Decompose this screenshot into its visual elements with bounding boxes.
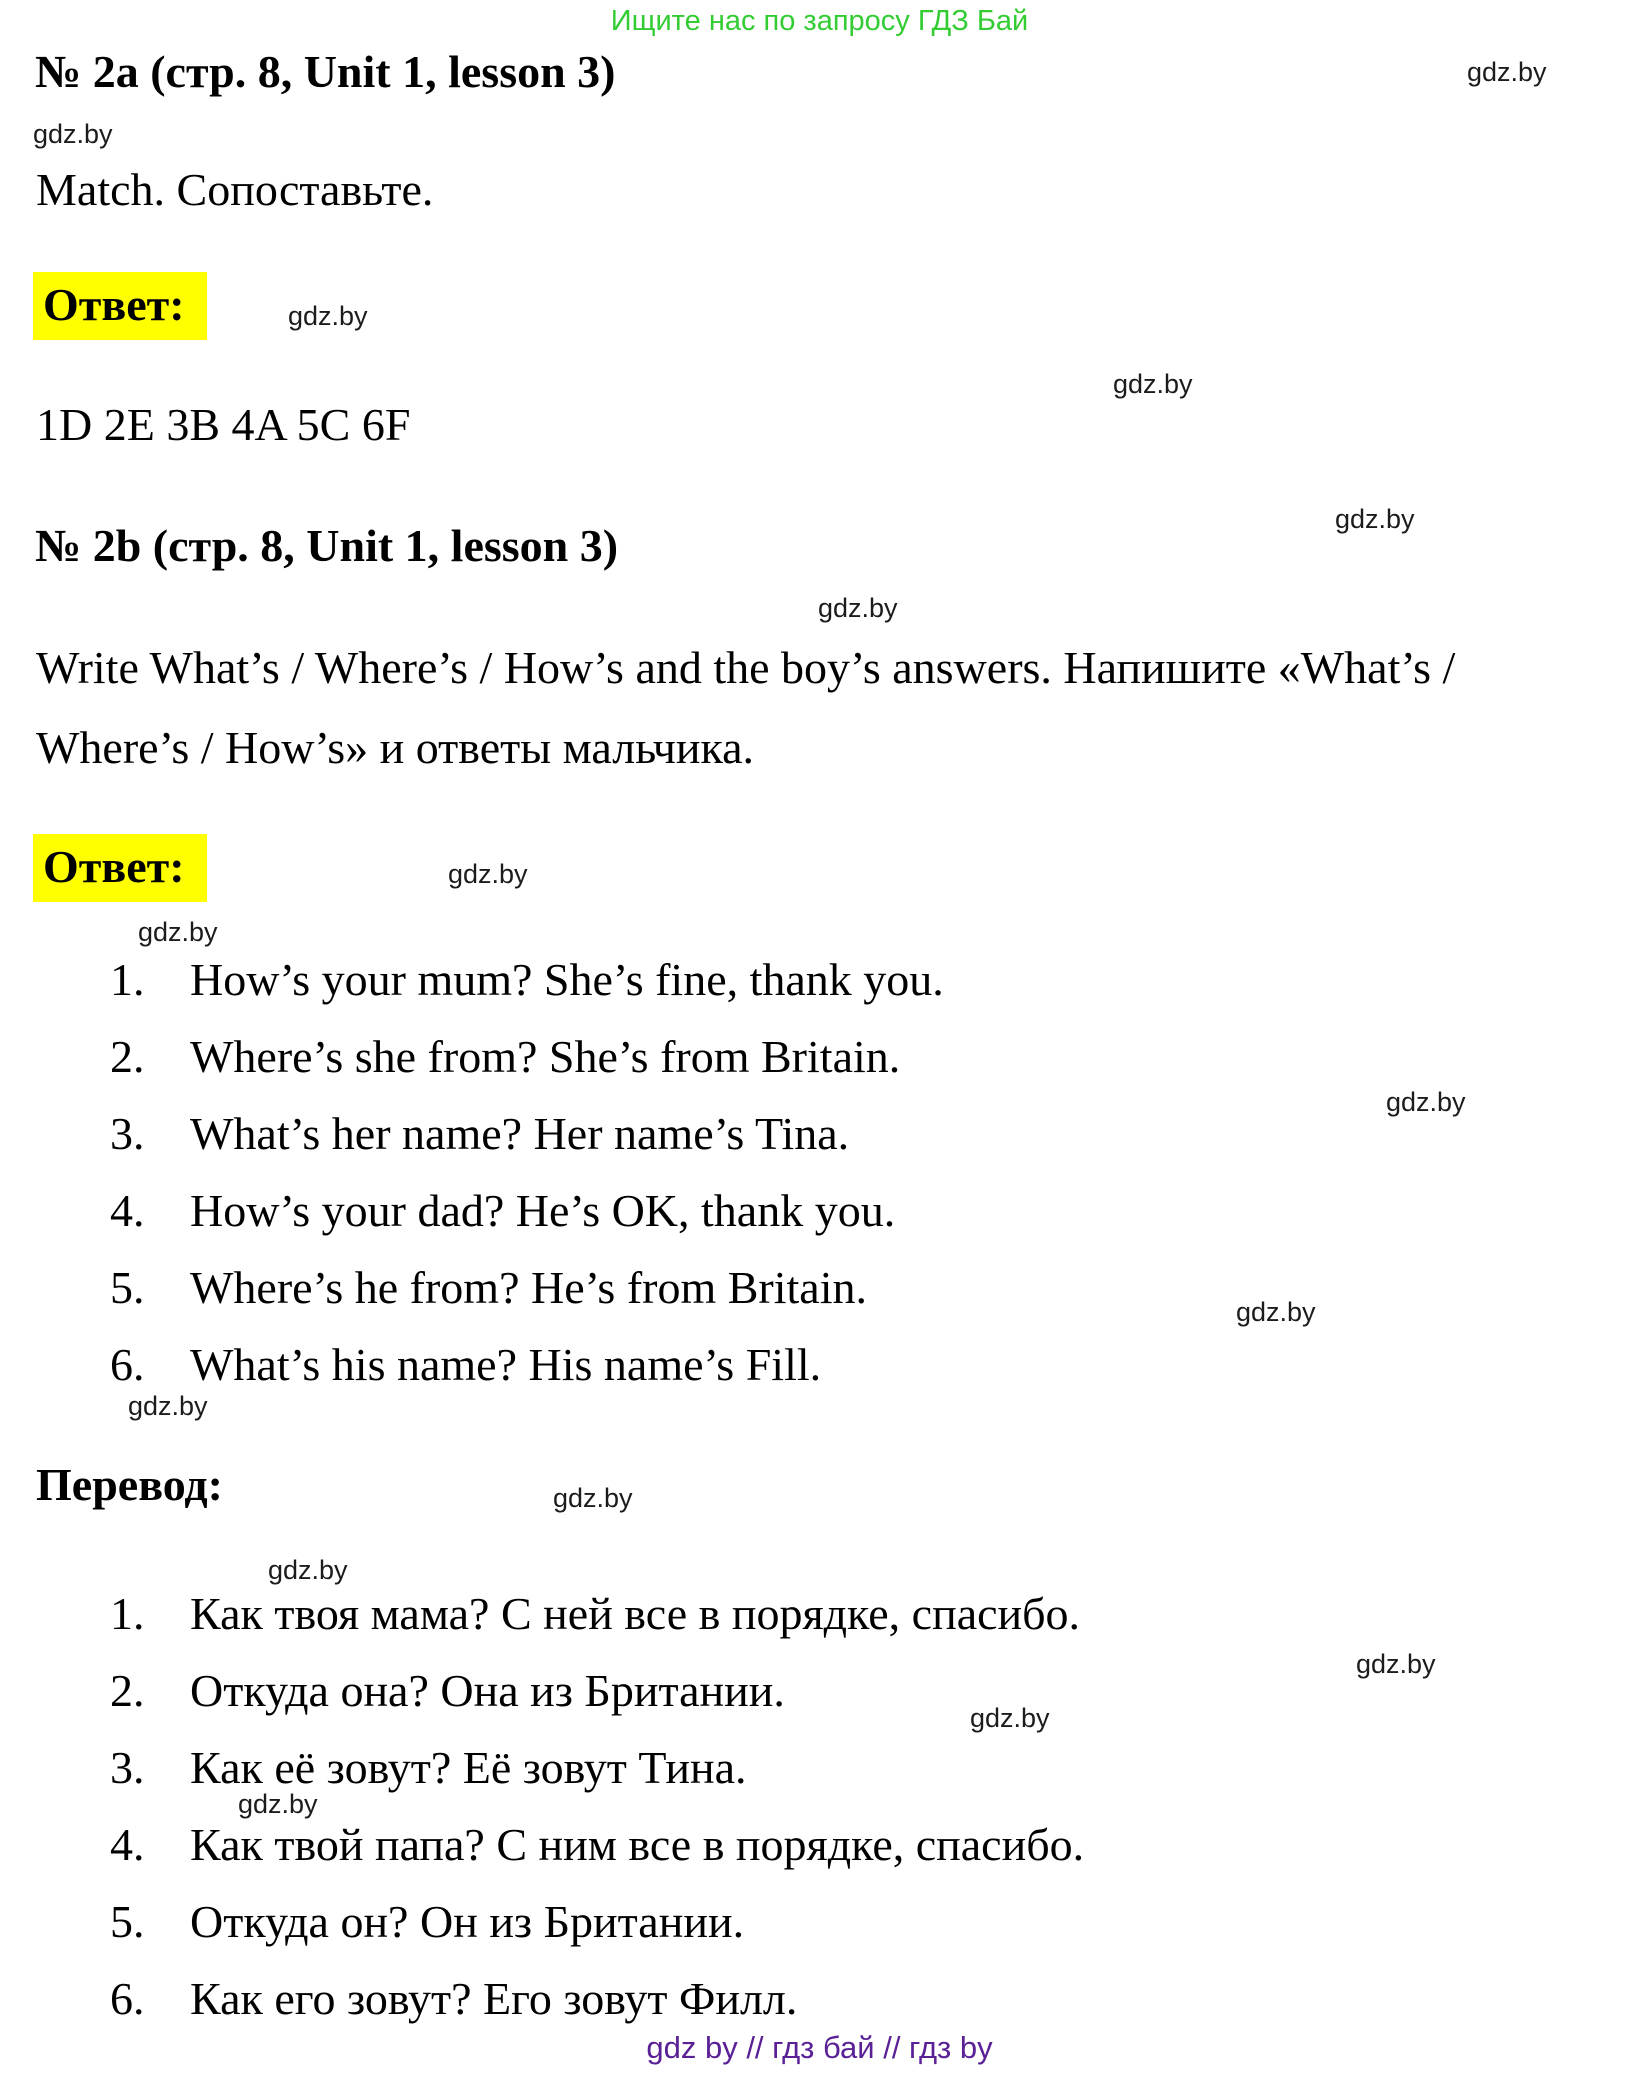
translation-label: Перевод: xyxy=(36,1459,223,1510)
watermark-gdzby: gdz.by xyxy=(1386,1087,1466,1117)
exercise-2b-task: Write What’s / Where’s / How’s and the boy’s answers. Напишите «What’s / Where’s / How’s» и ответы мальчика. xyxy=(36,642,1456,773)
watermark-gdzby: gdz.by xyxy=(553,1483,633,1513)
answer-label-2a: Ответ: xyxy=(33,272,207,340)
list-item: Как твоя мама? С ней все в порядке, спасибо. xyxy=(190,1588,1081,1639)
watermark-gdzby: gdz.by xyxy=(128,1391,208,1421)
exercise-2a-heading: № 2a (стр. 8, Unit 1, lesson 3) xyxy=(35,46,616,97)
list-item: Where’s she from? She’s from Britain. xyxy=(190,1031,901,1082)
watermark-gdzby: gdz.by xyxy=(288,301,368,331)
list-item: What’s her name? Her name’s Tina. xyxy=(190,1108,850,1159)
exercise-2a-task: Match. Сопоставьте. xyxy=(36,164,434,215)
watermark-gdzby: gdz.by xyxy=(138,917,218,947)
list-item: What’s his name? His name’s Fill. xyxy=(190,1339,822,1390)
list-item: Откуда она? Она из Британии. xyxy=(190,1665,785,1716)
exercise-2a-answer: 1D 2E 3B 4A 5C 6F xyxy=(36,399,411,450)
list-item: Как его зовут? Его зовут Филл. xyxy=(190,1973,798,2024)
watermark-gdzby: gdz.by xyxy=(238,1789,318,1819)
promo-banner: Ищите нас по запросу ГДЗ Бай xyxy=(610,5,1029,37)
watermark-gdzby: gdz.by xyxy=(970,1703,1050,1733)
exercise-2b-heading: № 2b (стр. 8, Unit 1, lesson 3) xyxy=(35,520,619,571)
watermark-gdzby: gdz.by xyxy=(1467,57,1547,87)
watermark-gdzby: gdz.by xyxy=(1335,504,1415,534)
watermark-gdzby: gdz.by xyxy=(33,119,113,149)
answer-label-2b: Ответ: xyxy=(33,834,207,902)
answers-list-en xyxy=(110,952,944,1414)
list-item: Как её зовут? Её зовут Тина. xyxy=(190,1742,747,1793)
list-item: Откуда он? Он из Британии. xyxy=(190,1896,745,1947)
watermark-gdzby: gdz.by xyxy=(1236,1297,1316,1327)
list-item: Where’s he from? He’s from Britain. xyxy=(190,1262,867,1313)
watermark-gdzby: gdz.by xyxy=(268,1555,348,1585)
watermark-gdzby: gdz.by xyxy=(818,593,898,623)
list-item: How’s your mum? She’s fine, thank you. xyxy=(190,954,944,1005)
footer-watermark-line: gdz by // гдз бай // гдз by xyxy=(646,2030,993,2065)
watermark-gdzby: gdz.by xyxy=(448,859,528,889)
watermark-gdzby: gdz.by xyxy=(1113,369,1193,399)
list-item: How’s your dad? He’s OK, thank you. xyxy=(190,1185,896,1236)
watermark-gdzby: gdz.by xyxy=(1356,1649,1436,1679)
list-item: Как твой папа? С ним все в порядке, спасибо. xyxy=(190,1819,1085,1870)
